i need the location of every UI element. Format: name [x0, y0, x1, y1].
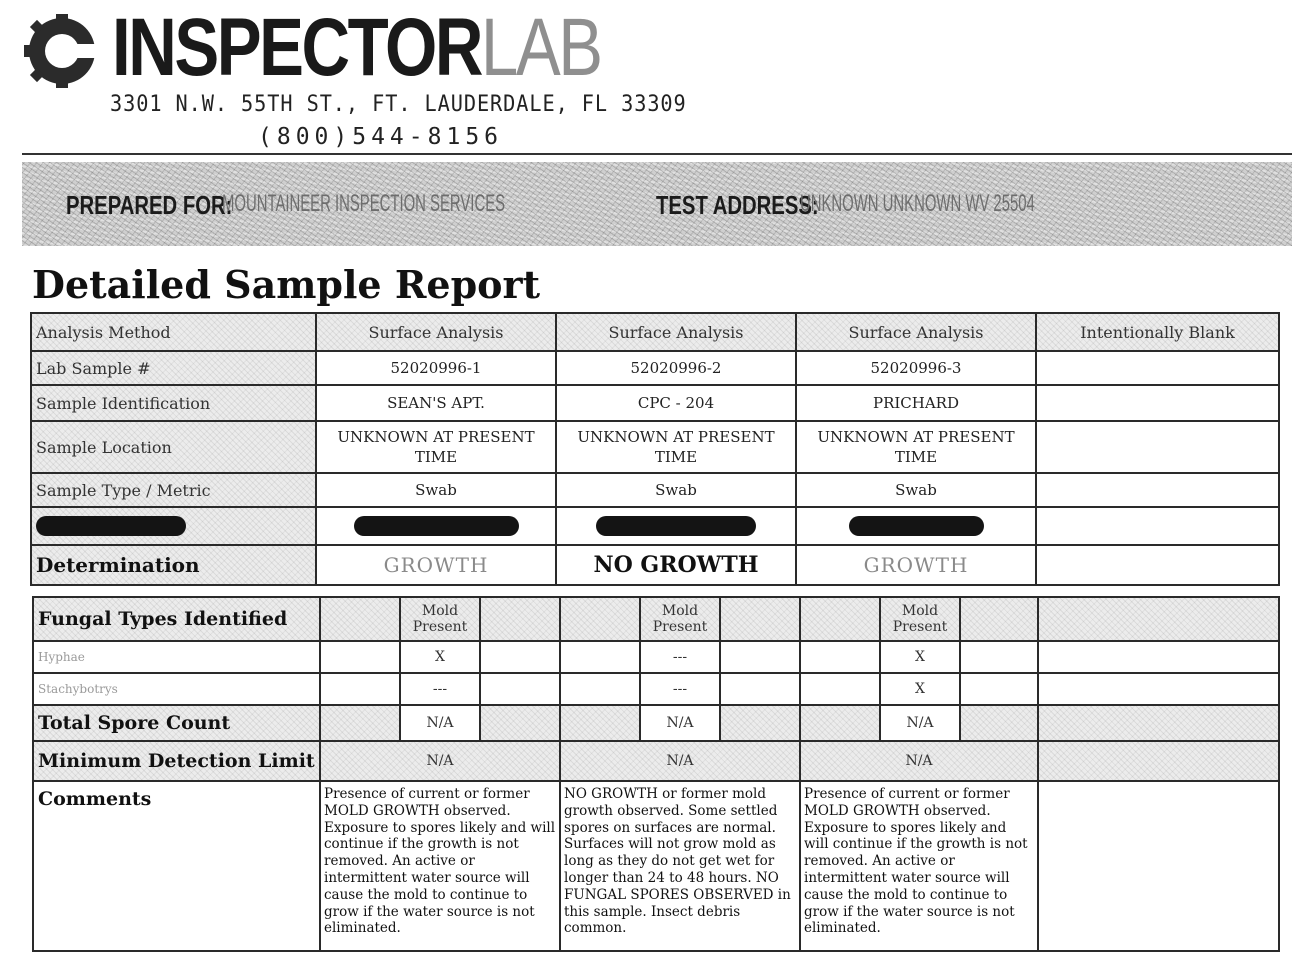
table-cell: UNKNOWN AT PRESENT TIME: [556, 421, 796, 473]
table-cell: [560, 673, 640, 705]
table-row: [33, 673, 1279, 705]
table-cell: ---: [640, 641, 720, 673]
column-header: Surface Analysis: [316, 313, 556, 351]
comment-text: Presence of current or former MOLD GROWTH observed. Exposure to spores likely and will continue if the growth is not removed. An active or intermittent water source will cause the mold to continue to grow if the water source is not eliminated.: [320, 781, 560, 951]
report-title: Detailed Sample Report: [32, 262, 541, 307]
table-cell: 52020996-2: [556, 351, 796, 385]
header-divider: [22, 153, 1292, 155]
table-cell: N/A: [400, 705, 480, 741]
column-header: Intentionally Blank: [1036, 313, 1279, 351]
table-cell: CPC - 204: [556, 385, 796, 421]
table-row: [33, 781, 1279, 951]
table-cell: [720, 705, 800, 741]
row-label: Fungal Types Identified: [33, 597, 320, 641]
table-cell: [1038, 641, 1279, 673]
row-label: Sample Type / Metric: [31, 473, 316, 507]
table-cell: UNKNOWN AT PRESENT TIME: [796, 421, 1036, 473]
lab-address: 3301 N.W. 55TH ST., FT. LAUDERDALE, FL 33309: [110, 92, 687, 117]
table-row: [31, 473, 1279, 507]
table-cell: 52020996-3: [796, 351, 1036, 385]
table-cell: N/A: [320, 741, 560, 781]
table-cell: Swab: [556, 473, 796, 507]
column-header: Mold Present: [640, 597, 720, 641]
table-cell: X: [400, 641, 480, 673]
row-label: Minimum Detection Limit: [33, 741, 320, 781]
table-cell: [1038, 597, 1279, 641]
fungal-details-table: [32, 596, 1280, 952]
table-cell: [480, 673, 560, 705]
table-cell: [1036, 421, 1279, 473]
row-label: Comments: [33, 781, 320, 951]
table-cell: [560, 597, 640, 641]
table-cell: X: [880, 673, 960, 705]
row-label: Stachybotrys: [33, 673, 320, 705]
table-cell: Swab: [316, 473, 556, 507]
table-row: [31, 545, 1279, 585]
table-cell: [1038, 673, 1279, 705]
table-cell: [1038, 705, 1279, 741]
comment-text: Presence of current or former MOLD GROWTH observed. Exposure to spores likely and will continue if the growth is not removed. An active or intermittent water source will cause the mold to continue to grow if the water source is not eliminated.: [800, 781, 1038, 951]
table-cell: [800, 705, 880, 741]
redacted-cell: [556, 507, 796, 545]
determination-value: [1036, 545, 1279, 585]
redacted-cell: [796, 507, 1036, 545]
row-label: Total Spore Count: [33, 705, 320, 741]
table-cell: SEAN'S APT.: [316, 385, 556, 421]
table-cell: [320, 673, 400, 705]
table-cell: PRICHARD: [796, 385, 1036, 421]
table-cell: [960, 641, 1038, 673]
lab-phone: (800)544-8156: [258, 124, 504, 150]
brand-wordmark: [112, 2, 601, 94]
determination-value: GROWTH: [796, 545, 1036, 585]
sample-summary-table: [30, 312, 1280, 586]
prepared-for-label: PREPARED FOR:: [66, 190, 233, 220]
table-cell: [960, 597, 1038, 641]
row-label: Lab Sample #: [31, 351, 316, 385]
redaction-mark: [36, 516, 186, 536]
row-label: Determination: [31, 545, 316, 585]
table-row: [31, 385, 1279, 421]
table-cell: N/A: [640, 705, 720, 741]
determination-value: NO GROWTH: [556, 545, 796, 585]
column-header: Mold Present: [880, 597, 960, 641]
table-cell: [1036, 473, 1279, 507]
table-cell: [960, 705, 1038, 741]
table-row: [31, 421, 1279, 473]
table-cell: X: [880, 641, 960, 673]
redaction-mark: [596, 516, 756, 536]
table-cell: [720, 673, 800, 705]
brand-secondary: LAB: [480, 2, 601, 93]
table-cell: ---: [640, 673, 720, 705]
table-cell: N/A: [560, 741, 800, 781]
table-cell: N/A: [800, 741, 1038, 781]
test-address-label: TEST ADDRESS:: [656, 190, 819, 220]
brand-primary: INSPECTOR: [112, 2, 481, 93]
redacted-row: [31, 507, 1279, 545]
table-cell: UNKNOWN AT PRESENT TIME: [316, 421, 556, 473]
prepared-for-value: MOUNTAINEER INSPECTION SERVICES: [222, 190, 506, 217]
column-header: Surface Analysis: [796, 313, 1036, 351]
table-cell: [480, 597, 560, 641]
row-label: Analysis Method: [31, 313, 316, 351]
table-cell: [720, 641, 800, 673]
determination-value: GROWTH: [316, 545, 556, 585]
row-label: Sample Location: [31, 421, 316, 473]
table-cell: N/A: [880, 705, 960, 741]
table-cell: [320, 705, 400, 741]
table-row: [33, 741, 1279, 781]
redaction-mark: [354, 516, 519, 536]
gear-logo-icon: [22, 14, 104, 88]
table-row: [33, 641, 1279, 673]
table-cell: [320, 641, 400, 673]
redacted-cell: [316, 507, 556, 545]
comment-text: NO GROWTH or former mold growth observed. Some settled spores on surfaces are normal. Surfaces will not grow mold as long as they do not get wet for longer than 24 to 48 hours. NO FUNGAL SPORES OBSERVED in this sample. Insect debris common.: [560, 781, 800, 951]
table-cell: [800, 673, 880, 705]
table-cell: [1038, 781, 1279, 951]
table-cell: [1036, 507, 1279, 545]
table-row: [33, 705, 1279, 741]
table-cell: Swab: [796, 473, 1036, 507]
table-row: [31, 313, 1279, 351]
table-cell: [960, 673, 1038, 705]
table-cell: [720, 597, 800, 641]
test-address-value: UNKNOWN UNKNOWN WV 25504: [800, 190, 1035, 217]
table-cell: [1036, 351, 1279, 385]
column-header: Mold Present: [400, 597, 480, 641]
row-label: Sample Identification: [31, 385, 316, 421]
table-cell: ---: [400, 673, 480, 705]
row-label: Hyphae: [33, 641, 320, 673]
table-cell: [1036, 385, 1279, 421]
table-row: [33, 597, 1279, 641]
table-cell: [800, 641, 880, 673]
table-cell: [480, 705, 560, 741]
table-cell: [800, 597, 880, 641]
table-cell: [560, 705, 640, 741]
redacted-cell: [31, 507, 316, 545]
table-cell: [320, 597, 400, 641]
table-cell: 52020996-1: [316, 351, 556, 385]
column-header: Surface Analysis: [556, 313, 796, 351]
table-cell: [480, 641, 560, 673]
redaction-mark: [849, 516, 984, 536]
table-cell: [560, 641, 640, 673]
table-cell: [1038, 741, 1279, 781]
table-row: [31, 351, 1279, 385]
